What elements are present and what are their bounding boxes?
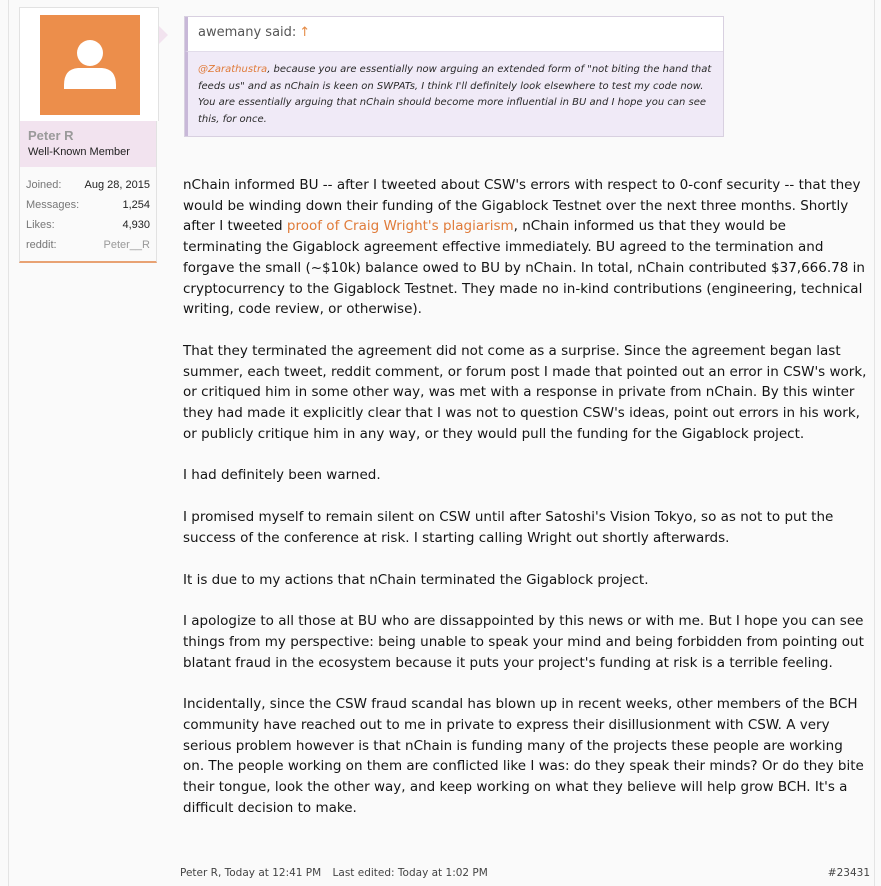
jump-to-quote-icon[interactable]: ↑ <box>299 25 311 40</box>
avatar[interactable] <box>40 15 140 115</box>
default-user-icon <box>40 15 140 115</box>
author-timestamp-link[interactable]: Peter R, Today at 12:41 PM <box>180 867 322 879</box>
user-stats <box>19 167 157 263</box>
post-number-link[interactable]: #23431 <box>827 867 870 879</box>
right-border <box>874 0 875 886</box>
plagiarism-proof-link[interactable]: proof of Craig Wright's plagiarism <box>286 218 514 235</box>
user-title: Well-Known Member <box>28 146 130 158</box>
message-arrow <box>159 26 168 44</box>
stat-likes <box>20 215 156 235</box>
quote-author: awemany said: <box>198 25 297 40</box>
paragraph <box>183 175 868 320</box>
paragraph: It is due to my actions that nChain terminated the Gigablock project. <box>183 571 649 588</box>
username-link[interactable]: Peter R <box>28 128 74 143</box>
user-mention-link[interactable]: @Zarathustra <box>198 64 268 75</box>
stat-joined <box>20 175 156 195</box>
stat-label: Likes: <box>26 219 55 231</box>
paragraph: Incidentally, since the CSW fraud scandal has blown up in recent weeks, other members of the BCH community have reached out to me in private to express their disillusionment with CSW. A very serious problem however is that nChain is funding many of the projects these people are working on. The people working on them are conflicted like I was: do they speak their minds? Or do they bite their tongue, look the other way, and keep working on what they believe will help grow BCH. It's a difficult decision to make. <box>183 696 864 816</box>
stat-label: reddit: <box>26 239 57 251</box>
quote-text: , because you are essentially now arguing an extended form of "not biting the hand that feeds us" and as nChain is keen on SWPATs, I think I'll definitely look elsewhere to test my code now. You are essentially arguing that nChain should become more influential in BU and I hope you can see this, for once. <box>198 64 712 125</box>
stat-value: Peter__R <box>103 239 150 251</box>
user-card <box>19 7 159 263</box>
paragraph: That they terminated the agreement did not come as a surprise. Since the agreement began last summer, each tweet, reddit comment, or forum post I made that pointed out an error in CSW's work, or critiqued him in some other way, was met with a response in private from nChain. By this winter they had made it explicitly clear that I was not to question CSW's ideas, point out errors in his work, or publicly critique him in any way, or they would pull the funding for the Gigablock project. <box>183 342 867 442</box>
quote-body <box>185 52 723 136</box>
stat-label: Messages: <box>26 199 80 211</box>
post-body <box>183 175 868 840</box>
stat-messages <box>20 195 156 215</box>
avatar-frame <box>19 7 159 121</box>
last-edited: Last edited: Today at 1:02 PM <box>332 867 488 879</box>
stat-label: Joined: <box>26 179 62 191</box>
post-meta <box>180 867 496 879</box>
left-border <box>8 0 9 886</box>
stat-reddit <box>20 235 156 255</box>
user-name-box <box>19 121 157 167</box>
stat-value[interactable]: 1,254 <box>122 199 150 211</box>
stat-value: 4,930 <box>122 219 150 231</box>
stat-value: Aug 28, 2015 <box>84 179 150 191</box>
paragraph: I promised myself to remain silent on CSW until after Satoshi's Vision Tokyo, so as not to put the success of the conference at risk. I starting calling Wright out shortly afterwards. <box>183 509 834 546</box>
quote-block <box>184 16 724 137</box>
paragraph: I had definitely been warned. <box>183 467 381 484</box>
paragraph-text: , nChain informed us that they would be terminating the Gigablock agreement effective immediately. BU agreed to the termination and forgave the small (~$10k) balance owed to BU by nChain. In total, nChain contributed $37,666.78 in cryptocurrency to the Gigablock Testnet. They made no in-kind contributions (engineering, technical writing, code review, or otherwise). <box>183 218 865 318</box>
paragraph: I apologize to all those at BU who are dissappointed by this news or with me. But I hope you can see things from my perspective: being unable to speak your mind and being forbidden from pointing out blatant fraud in the ecosystem because it puts your project's funding at risk is a terrible feeling. <box>183 613 864 671</box>
paragraph-text: nChain informed BU -- after I tweeted about CSW's errors with respect to 0-conf security -- that they would be winding down their funding of the Gigablock Testnet over the next three months. Shortly after I tweeted <box>183 177 861 235</box>
quote-header <box>185 17 723 52</box>
